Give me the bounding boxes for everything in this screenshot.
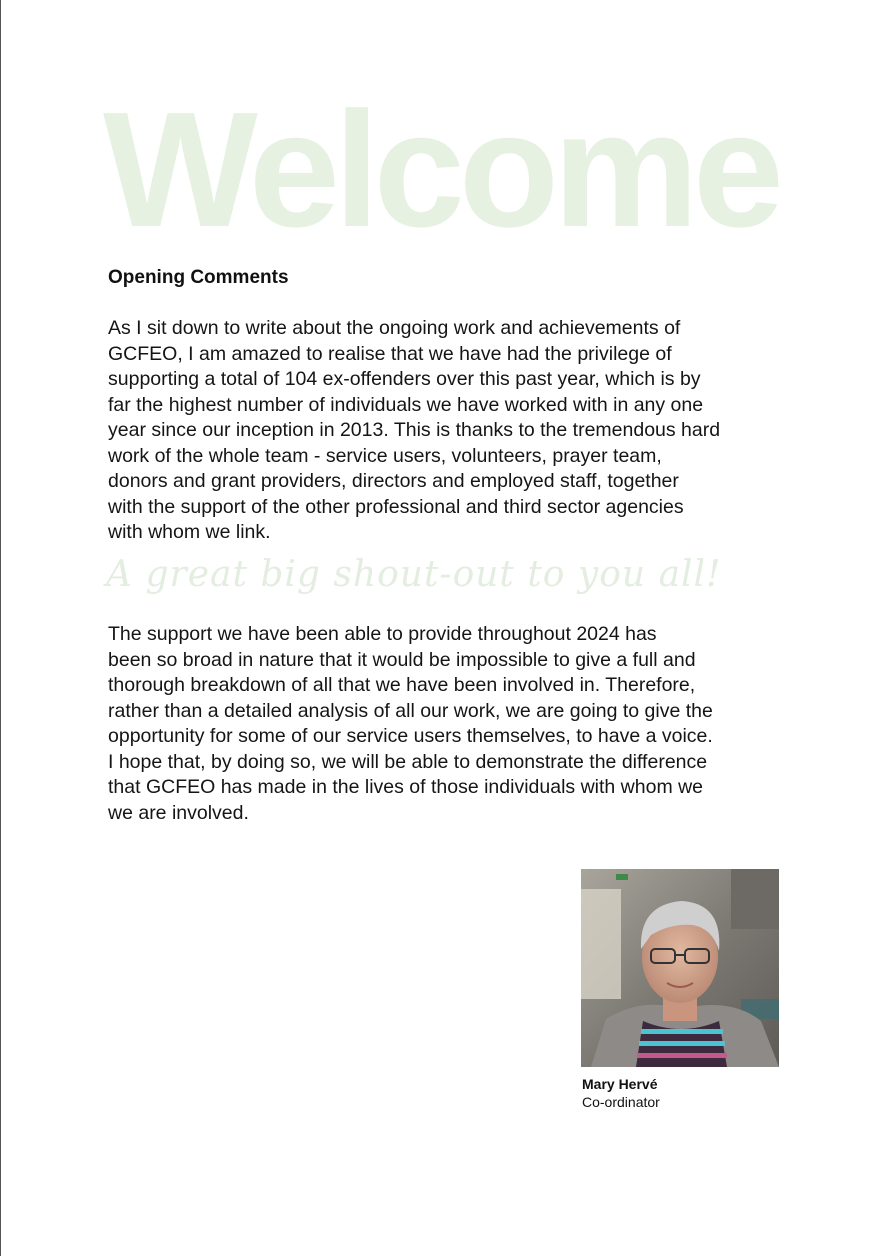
portrait-photo [581, 869, 779, 1067]
paragraph-line: As I sit down to write about the ongoing work and achievements of [108, 317, 681, 339]
page-title: Welcome [103, 78, 779, 261]
person-name: Mary Hervé [582, 1076, 658, 1092]
paragraph-line: donors and grant providers, directors and employed staff, together [108, 470, 679, 492]
support-paragraph [108, 622, 788, 826]
paragraph-line: work of the whole team - service users, volunteers, prayer team, [108, 444, 662, 467]
paragraph-line: been so broad in nature that it would be impossible to give a full and [108, 648, 696, 671]
portrait-image [581, 869, 779, 1067]
paragraph-line: with the support of the other professional and third sector agencies [108, 495, 684, 518]
paragraph-line: thorough breakdown of all that we have been involved in. Therefore, [108, 674, 696, 696]
opening-paragraph [108, 316, 788, 546]
pull-quote: A great big shout-out to you all! [106, 554, 722, 595]
paragraph-line: GCFEO, I am amazed to realise that we have had the privilege of [108, 342, 672, 365]
paragraph-line: opportunity for some of our service users themselves, to have a voice. [108, 725, 713, 747]
paragraph-line: year since our inception in 2013. This is thanks to the tremendous hard [108, 419, 721, 441]
paragraph-line: I hope that, by doing so, we will be able to demonstrate the difference [108, 750, 708, 773]
paragraph-line: with whom we link. [108, 521, 271, 543]
paragraph-line: far the highest number of individuals we have worked with in any one [108, 393, 704, 416]
paragraph-line: we are involved. [108, 801, 249, 824]
section-heading: Opening Comments [108, 267, 289, 288]
paragraph-line: rather than a detailed analysis of all our work, we are going to give the [108, 699, 713, 722]
paragraph-line: supporting a total of 104 ex-offenders over this past year, which is by [108, 368, 701, 390]
person-role: Co-ordinator [582, 1094, 660, 1110]
paragraph-line: The support we have been able to provide throughout 2024 has [108, 623, 657, 645]
paragraph-line: that GCFEO has made in the lives of those individuals with whom we [108, 776, 704, 798]
page-edge [0, 0, 1, 1256]
